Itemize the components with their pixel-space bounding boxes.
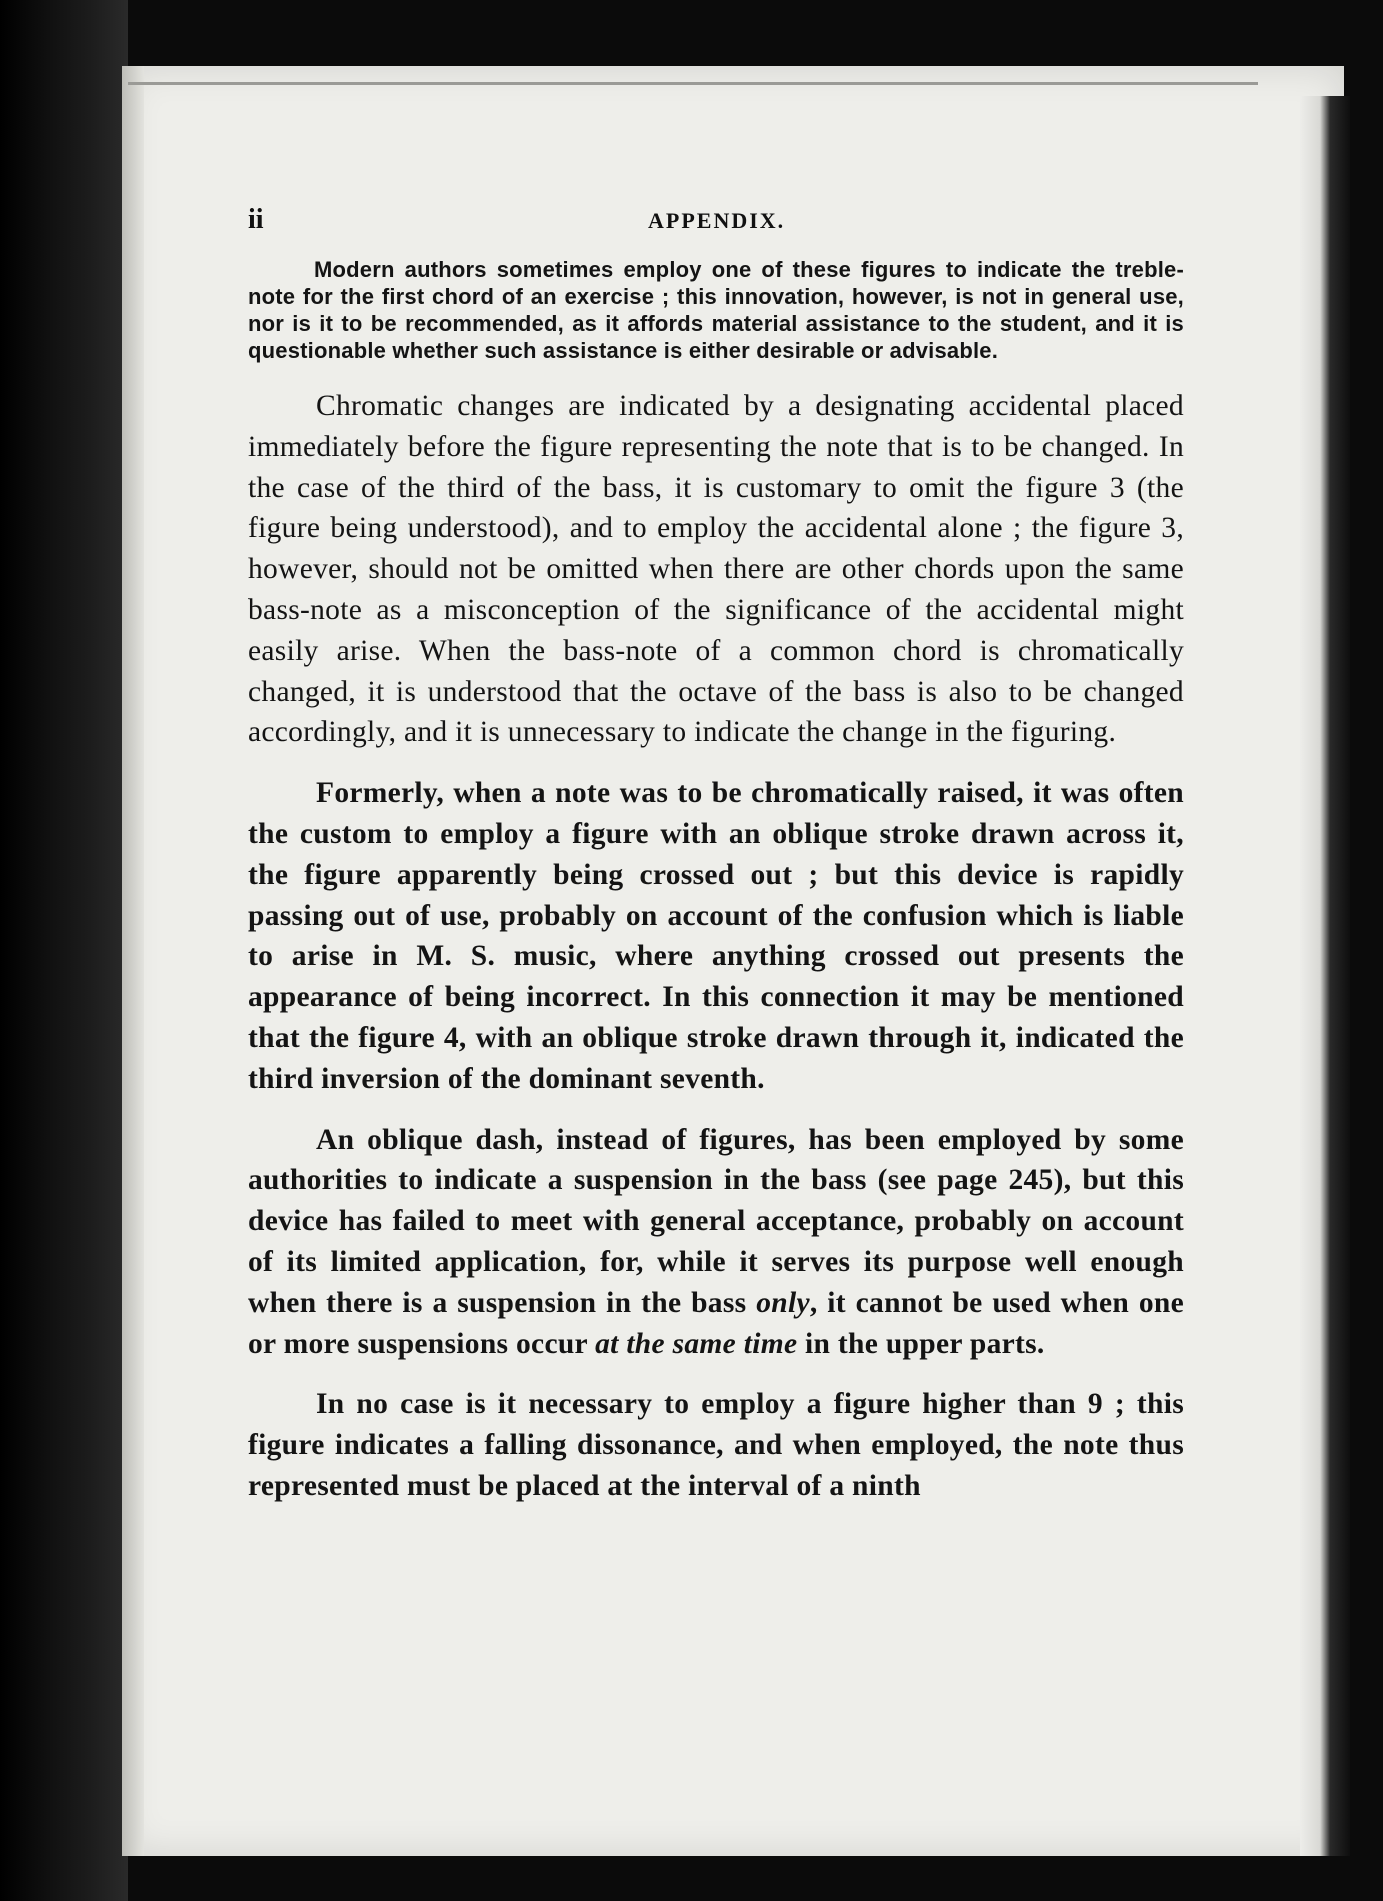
top-rule	[128, 82, 1258, 85]
paragraph-chromatic-changes: Chromatic changes are indicated by a designating accidental placed immediately before the figure representing the note that is to be changed. In the case of the third of the bass, it is customary to omit the figure 3 (the figure being understood), and to employ the accidental alone ; the figure 3, however, should not be omitted when there are other chords upon the same bass-note as a misconception of the significance of the accidental might easily arise. When the bass-note of a common chord is chromatically changed, it is understood that the octave of the bass is also to be changed accordingly, and it is unnecessary to indicate the change in the figuring.	[248, 390, 1184, 749]
running-head-title: APPENDIX.	[648, 208, 786, 233]
book-binding	[0, 0, 128, 1901]
paragraph-oblique-dash	[248, 1120, 1184, 1365]
paragraph-no-case: In no case is it necessary to employ a figure higher than 9 ; this figure indicates a falling dissonance, and when employed, the note thus represented must be placed at the interval of a ninth	[248, 1388, 1184, 1502]
page-number: ii	[248, 204, 264, 235]
footnote-paragraph: Modern authors sometimes employ one of these figures to indicate the treble-note for the first chord of an exercise ; this innovation, however, is not in general use, nor is it to be recommended, as it affords material assistance to the student, and it is questionable whether such assistance is either desirable or advisable.	[248, 257, 1184, 363]
next-page-edge	[1300, 96, 1350, 1856]
italic-text: only	[756, 1286, 810, 1319]
running-head	[248, 204, 1200, 240]
paragraph-formerly: Formerly, when a note was to be chromatically raised, it was often the custom to employ a figure with an oblique stroke drawn across it, the figure apparently being crossed out ; but this device is rapidly passing out of use, probably on account of the confusion which is liable to arise in M. S. music, where anything crossed out presents the appearance of being incorrect. In this connection it may be mentioned that the figure 4, with an oblique stroke drawn through it, indicated the third inversion of the dominant seventh.	[248, 777, 1184, 1095]
paragraph-text: An oblique dash, instead of figures, has been employed by some authorities to indicate a suspension in the bass (see page 245), but this device has failed to meet with general acceptance, probably on account of its limited application, for, while it serves its purpose well enough when there is a suspension in the bass	[248, 1123, 1184, 1319]
italic-text: at the same time	[595, 1327, 798, 1360]
paragraph-text: in the upper parts.	[797, 1327, 1045, 1360]
body-text	[248, 256, 1184, 1527]
paragraph-text: , it cannot be used when one or more suspensions occur	[248, 1286, 1185, 1360]
